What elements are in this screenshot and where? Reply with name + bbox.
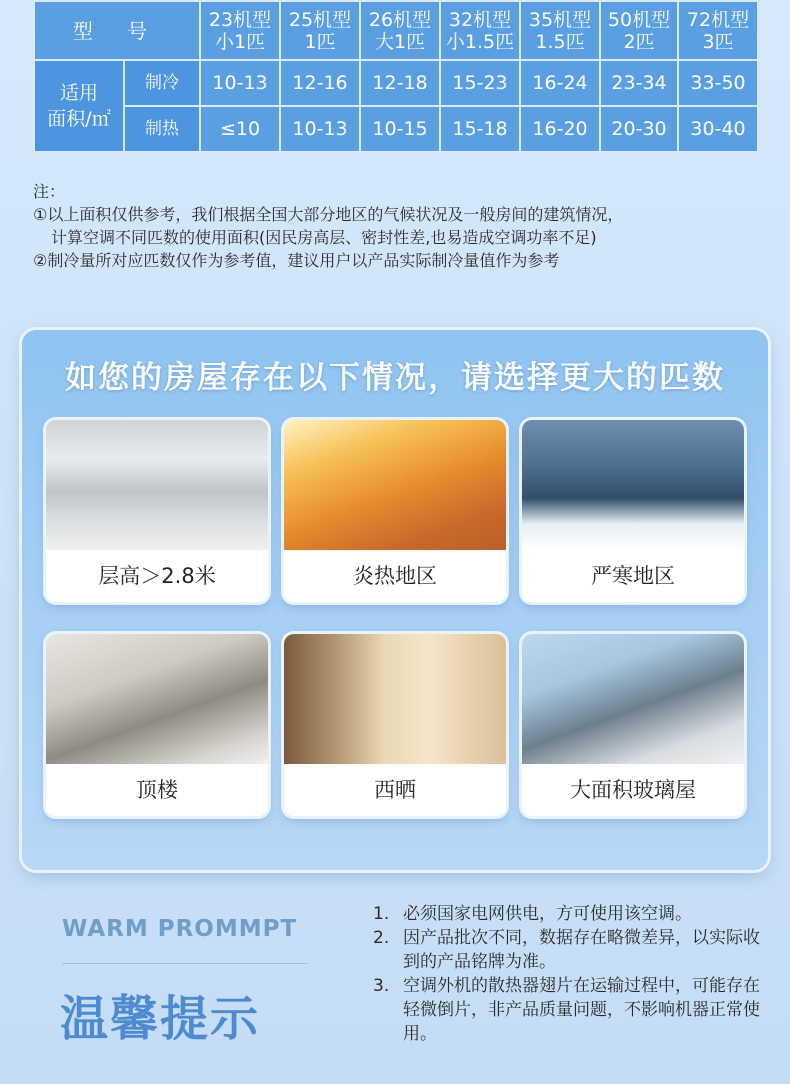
snow-photo <box>522 420 744 550</box>
model-title: 型 号 <box>34 1 200 60</box>
glass-house-photo <box>522 634 744 764</box>
cooling-value: 16-24 <box>520 60 600 106</box>
heating-value: ≤10 <box>200 106 280 152</box>
tip-text: 空调外机的散热器翅片在运输过程中，可能存在轻微倒片，非产品质量问题，不影响机器正常使用。 <box>403 976 760 1044</box>
card-label: 层高＞2.8米 <box>46 550 268 602</box>
warm-prompt-cn: 温馨提示 <box>60 991 261 1047</box>
model-hp: 1匹 <box>304 30 336 53</box>
cooling-value: 23-34 <box>600 60 678 106</box>
kitchen-photo <box>46 420 268 550</box>
model-name: 32机型 <box>448 8 512 31</box>
model-name: 72机型 <box>686 8 750 31</box>
card-west-sun <box>284 634 506 816</box>
card-label: 炎热地区 <box>284 550 506 602</box>
cooling-label: 制冷 <box>124 60 200 106</box>
model-hp: 小1.5匹 <box>445 30 515 53</box>
cooling-row <box>34 60 758 106</box>
notes <box>33 180 773 272</box>
card-label: 严寒地区 <box>522 550 744 602</box>
model-row <box>34 1 758 60</box>
card-cold-region <box>522 420 744 602</box>
tip-number: 3. <box>373 976 390 996</box>
model-name: 25机型 <box>288 8 352 31</box>
heating-label: 制热 <box>124 106 200 152</box>
cooling-value: 15-23 <box>440 60 520 106</box>
card-high-ceiling <box>46 420 268 602</box>
card-hot-region <box>284 420 506 602</box>
heating-value: 20-30 <box>600 106 678 152</box>
heating-value: 10-13 <box>280 106 360 152</box>
area-title-line2: 面积/㎡ <box>47 108 111 130</box>
model-hp: 小1匹 <box>214 30 266 53</box>
heating-value: 15-18 <box>440 106 520 152</box>
tip-item <box>373 926 773 974</box>
tip-text: 因产品批次不同，数据存在略微差异，以实际收到的产品铭牌为准。 <box>403 928 760 972</box>
tip-number: 2. <box>373 928 390 948</box>
tip-text: 必须国家电网供电，方可使用该空调。 <box>403 904 692 924</box>
model-hp: 2匹 <box>623 30 655 53</box>
area-title <box>34 60 124 152</box>
model-cell <box>200 1 280 60</box>
desert-photo <box>284 420 506 550</box>
card-label: 顶楼 <box>46 764 268 816</box>
panel-title: 如您的房屋存在以下情况，请选择更大的匹数 <box>65 360 725 396</box>
model-cell <box>360 1 440 60</box>
heating-value: 10-15 <box>360 106 440 152</box>
cooling-value: 12-16 <box>280 60 360 106</box>
area-title-line1: 适用 <box>59 82 98 104</box>
model-cell <box>600 1 678 60</box>
divider <box>62 963 308 964</box>
west-sun-photo <box>284 634 506 764</box>
spec-table <box>33 0 759 153</box>
model-cell <box>520 1 600 60</box>
heating-value: 30-40 <box>678 106 758 152</box>
card-label: 西晒 <box>284 764 506 816</box>
cooling-value: 12-18 <box>360 60 440 106</box>
model-cell <box>280 1 360 60</box>
tips-list <box>373 902 773 1046</box>
model-hp: 大1匹 <box>374 30 426 53</box>
model-cell <box>678 1 758 60</box>
model-name: 26机型 <box>368 8 432 31</box>
model-hp: 3匹 <box>702 30 734 53</box>
model-name: 50机型 <box>607 8 671 31</box>
heating-value: 16-20 <box>520 106 600 152</box>
model-name: 23机型 <box>208 8 272 31</box>
model-hp: 1.5匹 <box>535 30 585 53</box>
bigger-hp-panel <box>22 330 768 870</box>
card-top-floor <box>46 634 268 816</box>
note-line-1: ①以上面积仅供参考，我们根据全国大部分地区的气候状况及一般房间的建筑情况， <box>33 205 624 224</box>
warm-prompt-en: WARM PROMMPT <box>62 916 298 942</box>
cooling-value: 33-50 <box>678 60 758 106</box>
note-line-2: 计算空调不同匹数的使用面积(因民房高层、密封性差,也易造成空调功率不足) <box>51 228 597 247</box>
model-cell <box>440 1 520 60</box>
heating-row <box>34 106 758 152</box>
tip-item <box>373 902 773 926</box>
card-label: 大面积玻璃屋 <box>522 764 744 816</box>
card-glass-house <box>522 634 744 816</box>
cooling-value: 10-13 <box>200 60 280 106</box>
attic-photo <box>46 634 268 764</box>
tip-item <box>373 974 773 1046</box>
notes-title: 注： <box>33 182 66 201</box>
tip-number: 1. <box>373 904 390 924</box>
note-line-3: ②制冷量所对应匹数仅作为参考值，建议用户以产品实际制冷量值作为参考 <box>33 251 560 270</box>
model-name: 35机型 <box>528 8 592 31</box>
